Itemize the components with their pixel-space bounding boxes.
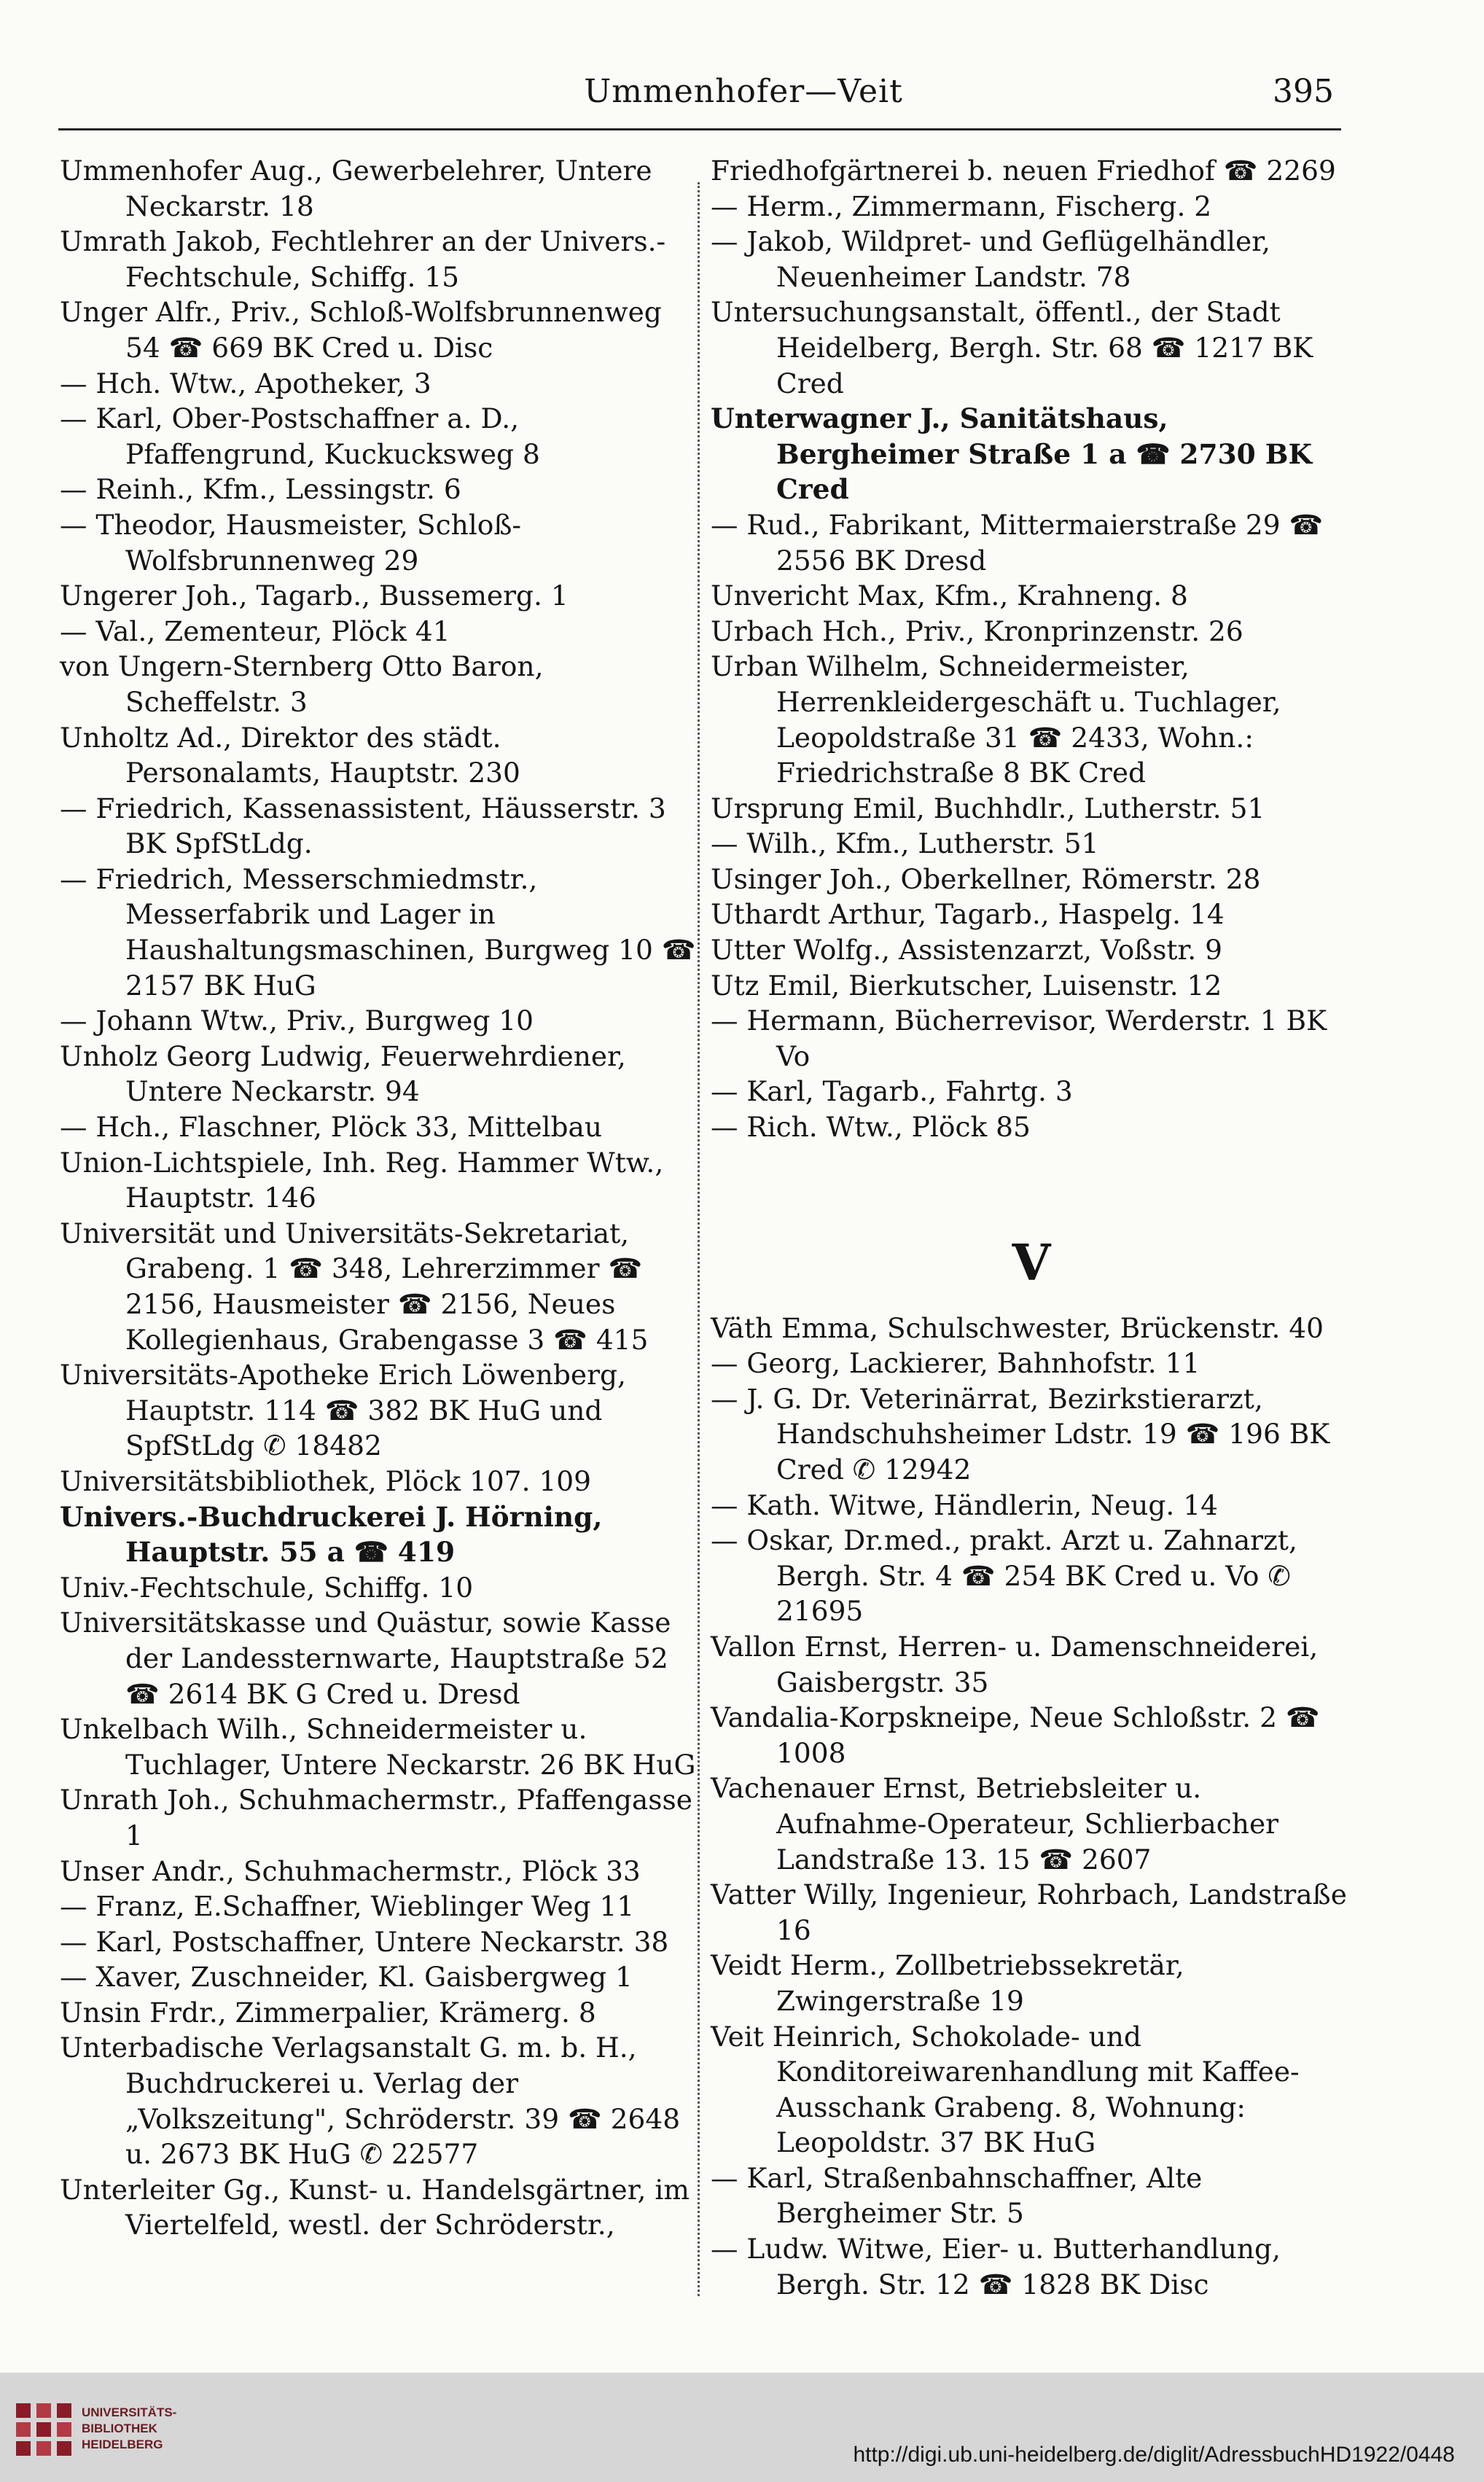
directory-entry: Unsin Frdr., Zimmerpalier, Krämerg. 8 [60,1996,596,2029]
directory-entry: Vachenauer Ernst, Betriebsleiter u. Aufnahme-Operateur, Schlierbacher Landstraße 13. 15 ☎ 2607 [711,1772,1279,1876]
directory-entry: Umrath Jakob, Fechtlehrer an der Univers.-Fechtschule, Schiffg. 15 [60,225,666,293]
right-column-v-entries [711,1311,1352,2303]
right-column [711,153,1352,2302]
directory-entry: Vandalia-Korpskneipe, Neue Schloßstr. 2 ☎ 1008 [711,1701,1320,1769]
directory-entry: Univ.-Fechtschule, Schiffg. 10 [60,1571,474,1604]
directory-entry: Unrath Joh., Schuhmachermstr., Pfaffengasse 1 [60,1784,692,1851]
directory-entry: — Jakob, Wildpret- und Geflügelhändler, Neuenheimer Landstr. 78 [711,225,1270,293]
section-spacer [711,1145,1352,1216]
directory-entry: Vallon Ernst, Herren- u. Damenschneiderei, Gaisbergstr. 35 [711,1630,1319,1698]
directory-entry: von Ungern-Sternberg Otto Baron, Scheffelstr. 3 [60,650,544,718]
library-logo-text [82,2405,176,2453]
directory-entry: Univers.-Buchdruckerei J. Hörning, Hauptstr. 55 a ☎ 419 [60,1500,603,1569]
directory-entry: — Karl, Straßenbahnschaffner, Alte Bergheimer Str. 5 [711,2161,1203,2230]
directory-entry: — Reinh., Kfm., Lessingstr. 6 [60,473,461,506]
directory-entry: Unterwagner J., Sanitätshaus, Bergheimer Straße 1 a ☎ 2730 BK Cred [711,402,1313,506]
directory-entry: Unger Alfr., Priv., Schloß-Wolfsbrunnenweg 54 ☎ 669 BK Cred u. Disc [60,296,662,364]
directory-entry: — Theodor, Hausmeister, Schloß-Wolfsbrunnenweg 29 [60,508,522,577]
directory-entry: Utter Wolfg., Assistenzarzt, Voßstr. 9 [711,934,1223,967]
directory-entry: Unholz Georg Ludwig, Feuerwehrdiener, Untere Neckarstr. 94 [60,1039,626,1108]
logo-line-3: HEIDELBERG [82,2438,163,2451]
directory-entry: — Rich. Wtw., Plöck 85 [711,1111,1031,1144]
directory-entry: — Herm., Zimmermann, Fischerg. 2 [711,190,1212,222]
left-column [60,153,701,2243]
directory-entry: Unser Andr., Schuhmachermstr., Plöck 33 [60,1854,641,1887]
directory-entry: Ungerer Joh., Tagarb., Bussemerg. 1 [60,579,569,612]
directory-entry: Veidt Herm., Zollbetriebssekretär, Zwingerstraße 19 [711,1949,1184,2017]
directory-entry: — Hch. Wtw., Apotheker, 3 [60,367,431,399]
directory-entry: — Hch., Flaschner, Plöck 33, Mittelbau [60,1111,603,1144]
directory-entry: — Wilh., Kfm., Lutherstr. 51 [711,827,1099,860]
directory-entry: Väth Emma, Schulschwester, Brückenstr. 40 [711,1311,1324,1344]
directory-entry: — Karl, Ober-Postschaffner a. D., Pfaffengrund, Kuckucksweg 8 [60,402,540,470]
directory-entry: Union-Lichtspiele, Inh. Reg. Hammer Wtw., Hauptstr. 146 [60,1146,664,1214]
directory-entry: Friedhofgärtnerei b. neuen Friedhof ☎ 2269 [711,155,1336,187]
directory-entry: — Kath. Witwe, Händlerin, Neug. 14 [711,1488,1218,1521]
logo-line-1: UNIVERSITÄTS- [82,2405,177,2419]
section-letter-v: V [1012,1233,1051,1292]
directory-entry: — Xaver, Zuschneider, Kl. Gaisbergweg 1 [60,1961,633,1994]
directory-entry: — Hermann, Bücherrevisor, Werderstr. 1 BK Vo [711,1004,1327,1072]
directory-entry: Veit Heinrich, Schokolade- und Konditoreiwarenhandlung mit Kaffee-Ausschank Grabeng. 8, Wohnung: Leopoldstr. 37 BK HuG [711,2020,1300,2159]
page-title: Ummenhofer—Veit [584,73,903,110]
directory-entry: Unterbadische Verlagsanstalt G. m. b. H., Buchdruckerei u. Verlag der „Volkszeitung", Schröderstr. 39 ☎ 2648 u. 2673 BK HuG ✆ 22577 [60,2032,681,2171]
directory-entry: Unkelbach Wilh., Schneidermeister u. Tuchlager, Untere Neckarstr. 26 BK HuG [60,1713,696,1781]
directory-entry: Urbach Hch., Priv., Kronprinzenstr. 26 [711,614,1243,647]
directory-entry: Urban Wilhelm, Schneidermeister, Herrenkleidergeschäft u. Tuchlager, Leopoldstraße 31 ☎ 2433, Wohn.: Friedrichstraße 8 BK Cred [711,650,1281,789]
library-logo-icon [13,2399,74,2460]
directory-entry: — Friedrich, Kassenassistent, Häusserstr. 3 BK SpfStLdg. [60,792,666,860]
directory-entry: — Karl, Postschaffner, Untere Neckarstr. 38 [60,1925,669,1958]
right-column-u-entries [711,153,1352,1145]
directory-entry: — Ludw. Witwe, Eier- u. Butterhandlung, Bergh. Str. 12 ☎ 1828 BK Disc [711,2233,1281,2300]
directory-entry: — J. G. Dr. Veterinärrat, Bezirkstierarzt, Handschuhsheimer Ldstr. 19 ☎ 196 BK Cred ✆ 12942 [711,1382,1330,1486]
directory-entry: Utz Emil, Bierkutscher, Luisenstr. 12 [711,969,1222,1002]
directory-entry: Universität und Universitäts-Sekretariat, Grabeng. 1 ☎ 348, Lehrerzimmer ☎ 2156, Hausmeister ☎ 2156, Neues Kollegienhaus, Grabengasse 3 ☎ 415 [60,1217,649,1356]
directory-entry: — Franz, E.Schaffner, Wieblinger Weg 11 [60,1890,635,1923]
logo-line-2: BIBLIOTHEK [82,2421,157,2435]
directory-entry: Universitätsbibliothek, Plöck 107. 109 [60,1464,592,1497]
directory-entry: Universitätskasse und Quästur, sowie Kasse der Landessternwarte, Hauptstraße 52 ☎ 2614 BK G Cred u. Dresd [60,1607,671,1710]
directory-entry: Usinger Joh., Oberkellner, Römerstr. 28 [711,862,1261,895]
page-number: 395 [1273,73,1334,110]
directory-entry: Unterleiter Gg., Kunst- u. Handelsgärtner, im Viertelfeld, westl. der Schröderstr., [60,2173,690,2241]
directory-entry: — Val., Zementeur, Plöck 41 [60,614,450,647]
directory-entry: Universitäts-Apotheke Erich Löwenberg, Hauptstr. 114 ☎ 382 BK HuG und SpfStLdg ✆ 18482 [60,1359,626,1462]
directory-entry: — Friedrich, Messerschmiedmstr., Messerfabrik und Lager in Haushaltungsmaschinen, Burgweg 10 ☎ 2157 BK HuG [60,862,696,1002]
footer-bar [0,2373,1484,2482]
directory-entry: Ursprung Emil, Buchhdlr., Lutherstr. 51 [711,792,1265,824]
directory-entry: — Johann Wtw., Priv., Burgweg 10 [60,1004,534,1037]
directory-entry: — Rud., Fabrikant, Mittermaierstraße 29 ☎ 2556 BK Dresd [711,508,1324,577]
directory-entry: Unholtz Ad., Direktor des städt. Personalamts, Hauptstr. 230 [60,721,520,789]
header-rule [58,128,1341,130]
directory-entry: — Karl, Tagarb., Fahrtg. 3 [711,1075,1073,1108]
directory-entry: Vatter Willy, Ingenieur, Rohrbach, Landstraße 16 [711,1878,1347,1946]
directory-entry: — Oskar, Dr.med., prakt. Arzt u. Zahnarzt, Bergh. Str. 4 ☎ 254 BK Cred u. Vo ✆ 21695 [711,1524,1297,1628]
directory-entry: Unvericht Max, Kfm., Krahneng. 8 [711,579,1188,612]
source-url-link[interactable]: http://digi.ub.uni-heidelberg.de/diglit/AdressbuchHD1922/0448 [853,2443,1455,2467]
directory-entry: Ummenhofer Aug., Gewerbelehrer, Untere Neckarstr. 18 [60,155,652,222]
directory-entry: Uthardt Arthur, Tagarb., Haspelg. 14 [711,898,1225,931]
directory-entry: Untersuchungsanstalt, öffentl., der Stadt Heidelberg, Bergh. Str. 68 ☎ 1217 BK Cred [711,296,1313,399]
directory-entry: — Georg, Lackierer, Bahnhofstr. 11 [711,1347,1200,1380]
